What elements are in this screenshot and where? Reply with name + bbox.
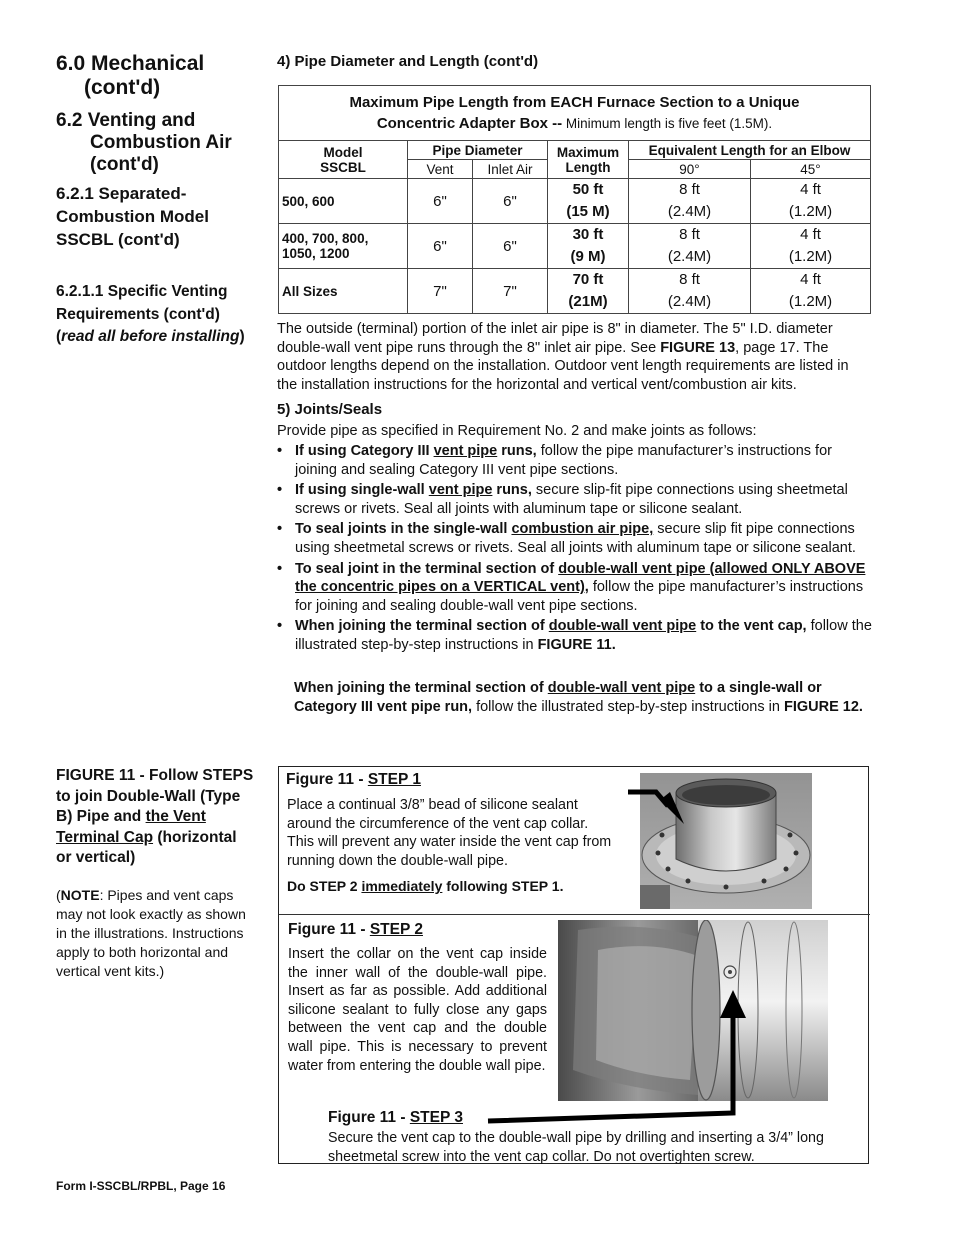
col-header-inlet-air: Inlet Air <box>473 160 548 179</box>
col-header-equivalent-length: Equivalent Length for an Elbow <box>629 141 871 160</box>
cell-inlet: 7" <box>473 269 548 314</box>
heading-text: 6.2.1.1 Specific Venting Requirements (cont'd) ( <box>56 283 228 345</box>
paragraph-text: follow the illustrated step-by-step instructions in <box>472 698 784 715</box>
cell-text: (1.2M) <box>788 203 833 220</box>
figure-reference: FIGURE 13 <box>660 339 736 356</box>
caption-underlined: the Vent Terminal Cap <box>56 808 206 846</box>
underlined-text: double-wall vent pipe <box>547 680 696 696</box>
cell-90 <box>629 269 751 314</box>
step-2-text: Insert the collar on the vent cap inside the inner wall of the double-wall pipe. Insert as far as possible. Add additional silicone sealant to fully close any gaps between the vent cap and the double wall pipe. This is necessary to prevent water from entering the double wall pipe. <box>288 946 547 1074</box>
heading-line: 6.2 Venting and <box>56 110 196 131</box>
cell-text: 70 ft <box>572 271 604 288</box>
step-2-title <box>288 921 423 939</box>
bold-text: runs, <box>492 482 532 499</box>
bold-text: To seal joints in the single-wall <box>295 521 512 538</box>
underlined-text: double-wall vent pipe <box>548 618 697 635</box>
list-item <box>277 560 872 616</box>
table-title-line: Maximum Pipe Length from EACH Furnace Section to a Unique <box>349 94 800 111</box>
cell-45 <box>751 269 871 314</box>
bold-text: runs, <box>497 443 537 459</box>
bold-text: If using single-wall <box>295 482 429 499</box>
table-title-line: Concentric Adapter Box -- <box>376 115 563 132</box>
cell-text: 50 ft <box>572 181 604 198</box>
table-row <box>279 179 871 224</box>
cell-text: (9 M) <box>570 248 606 265</box>
cell-model <box>279 179 408 224</box>
cell-45 <box>751 224 871 269</box>
col-header-45: 45° <box>751 160 871 179</box>
heading-italic: read all before installing <box>61 328 240 345</box>
inlet-air-paragraph <box>277 320 872 394</box>
section-heading-6-2-1: 6.2.1 Separated-Combustion Model SSCBL (cont'd) <box>56 184 209 249</box>
cell-vent: 6" <box>408 179 473 224</box>
heading-line: (cont'd) <box>84 76 161 99</box>
cell-text: (1.2M) <box>788 293 833 310</box>
list-item <box>277 617 872 654</box>
title-text: Figure 11 - <box>328 1109 410 1126</box>
cell-text: 8 ft <box>679 181 700 198</box>
cell-text: 4 ft <box>800 226 821 243</box>
bold-text: to the vent cap, <box>696 618 807 635</box>
bold-text: To seal joint in the terminal section of <box>295 560 559 577</box>
cell-vent: 6" <box>408 224 473 269</box>
step-1-title <box>286 771 421 789</box>
note-label: NOTE <box>60 887 100 903</box>
double-wall-pipe-photo <box>558 920 828 1101</box>
note-text: following STEP 1. <box>442 878 564 894</box>
title-step: STEP 2 <box>369 921 423 938</box>
cell-90 <box>629 179 751 224</box>
figure-reference: FIGURE 11. <box>537 636 616 653</box>
bullet-icon: • <box>277 521 283 538</box>
figure-note <box>56 886 258 981</box>
item-text: follow the illustrated step-by-step instructions in <box>295 618 872 653</box>
cell-45 <box>751 179 871 224</box>
note-text: ( <box>56 887 61 903</box>
step-3-title <box>328 1109 463 1127</box>
title-step: STEP 1 <box>367 771 421 788</box>
paragraph-text: The outside (terminal) portion of the inlet air pipe is 8" in diameter. The 5" I.D. diameter double-wall vent pipe runs through the 8" inlet air pipe. See <box>277 321 833 356</box>
underlined-text: vent pipe <box>428 482 493 499</box>
list-item <box>277 520 872 557</box>
cell-length <box>548 269 629 314</box>
cell-text: 8 ft <box>679 271 700 288</box>
heading-line: 6.0 Mechanical <box>56 52 205 75</box>
cell-text: All Sizes <box>282 283 338 299</box>
section-heading-6-2-1-1 <box>56 281 256 349</box>
col-header-max-length <box>548 141 629 179</box>
joints-bullet-list <box>277 442 872 657</box>
col-header-model <box>279 141 408 179</box>
cell-text: 1050, 1200 <box>282 246 350 261</box>
table-title <box>279 86 871 141</box>
cell-text: (1.2M) <box>788 248 833 265</box>
underlined-text: combustion air pipe, <box>511 521 654 538</box>
note-text: : Pipes and vent caps may not look exactly as shown in the illustrations. Instructions apply to both horizontal and vertical vent kits.) <box>56 887 246 979</box>
item-text: secure slip fit pipe connections using sheetmetal screws or rivets. Seal all joints with aluminum tape or silicone sealant. <box>295 521 856 556</box>
note-underlined: immediately <box>361 878 443 894</box>
bullet-icon: • <box>277 482 283 499</box>
item-text: follow the pipe manufacturer’s instructions for joining and sealing Category III vent pipe sections. <box>295 443 832 478</box>
section-heading-6-0 <box>56 52 204 100</box>
item-text: secure slip-fit pipe connections using sheetmetal screws or rivets. Seal all joints with aluminum tape or silicone sealant. <box>295 482 848 517</box>
heading-line: (cont'd) <box>90 154 159 175</box>
cell-text: 500, 600 <box>282 193 335 209</box>
cell-text: 400, 700, 800, <box>282 231 369 246</box>
bold-text: If using Category III <box>295 443 434 459</box>
list-item <box>277 442 872 479</box>
cell-model <box>279 269 408 314</box>
col-header-90: 90° <box>629 160 751 179</box>
step-1-text: Place a continual 3/8” bead of silicone sealant around the circumference of the vent cap collar. This will prevent any water inside the vent cap from running down the double-wall pipe. <box>287 797 612 869</box>
heading-text: ) <box>239 328 245 345</box>
bullet-icon: • <box>277 443 283 459</box>
figure-11-caption <box>56 766 256 869</box>
cell-text: (21M) <box>568 293 608 310</box>
bullet-icon: • <box>277 618 283 635</box>
caption-text: FIGURE 11 - Follow STEPS to join Double-Wall (Type B) Pipe and <box>56 767 254 825</box>
cell-text: 8 ft <box>679 226 700 243</box>
col-header-vent: Vent <box>408 160 473 179</box>
cell-text: (2.4M) <box>667 293 712 310</box>
title-step: STEP 3 <box>409 1109 463 1126</box>
col-header-pipe-diameter: Pipe Diameter <box>408 141 548 160</box>
header-text: Model <box>323 144 363 160</box>
cell-model <box>279 224 408 269</box>
list-item <box>277 481 872 518</box>
joints-seals-intro: Provide pipe as specified in Requirement No. 2 and make joints as follows: <box>277 423 757 439</box>
paragraph-text: , page 17. The outdoor lengths depend on the installation. Outdoor vent length requirements are listed in the installation instructions for the horizontal and vertical vent/combustion air kits. <box>277 339 849 393</box>
bullet-icon: • <box>277 560 283 577</box>
cell-inlet: 6" <box>473 179 548 224</box>
cell-length <box>548 179 629 224</box>
cell-inlet: 6" <box>473 224 548 269</box>
cell-text: 4 ft <box>800 181 821 198</box>
cell-text: 4 ft <box>800 271 821 288</box>
cell-text: (2.4M) <box>667 248 712 265</box>
underlined-text: double-wall vent pipe (allowed ONLY ABOVE the concentric pipes on a VERTICAL vent), <box>295 560 866 596</box>
cell-vent: 7" <box>408 269 473 314</box>
item-text: follow the pipe manufacturer’s instructions for joining and sealing double-wall vent pipe sections. <box>295 579 864 614</box>
note-text: Do STEP 2 <box>287 878 362 894</box>
pipe-diameter-heading: 4) Pipe Diameter and Length (cont'd) <box>277 53 539 70</box>
table-row <box>279 224 871 269</box>
title-text: Figure 11 - <box>288 921 370 938</box>
cell-length <box>548 224 629 269</box>
bold-text: When joining the terminal section of <box>295 618 549 635</box>
table-title-note: Minimum length is five feet (1.5M). <box>562 116 773 131</box>
section-heading-6-2 <box>56 110 232 176</box>
underlined-text: vent pipe <box>433 443 498 459</box>
bold-text: to a single-wall or Category III vent pipe run, <box>294 680 822 715</box>
step-3-text: Secure the vent cap to the double-wall pipe by drilling and inserting a 3/4” long sheetmetal screw into the vent cap collar. Do not overtighten screw. <box>328 1130 824 1165</box>
figure-reference: FIGURE 12. <box>783 698 863 715</box>
heading-line: Combustion Air <box>90 132 232 153</box>
bold-text: When joining the terminal section of <box>294 680 548 696</box>
header-text: Length <box>565 159 611 175</box>
step-1-note <box>287 878 563 894</box>
header-text: Maximum <box>556 144 620 160</box>
page-footer: Form I-SSCBL/RPBL, Page 16 <box>56 1179 226 1193</box>
cell-90 <box>629 224 751 269</box>
joints-seals-heading: 5) Joints/Seals <box>277 401 383 418</box>
vent-cap-collar-photo <box>640 773 812 909</box>
figure-divider <box>279 914 870 915</box>
max-pipe-length-table <box>278 85 871 314</box>
cell-text: (15 M) <box>566 203 610 220</box>
title-text: Figure 11 - <box>286 771 368 788</box>
cell-text: 30 ft <box>572 226 604 243</box>
table-row <box>279 269 871 314</box>
caption-text: (horizontal or vertical) <box>56 828 237 866</box>
single-wall-joining-paragraph <box>294 679 872 716</box>
cell-text: (2.4M) <box>667 203 712 220</box>
header-text: SSCBL <box>320 159 366 175</box>
